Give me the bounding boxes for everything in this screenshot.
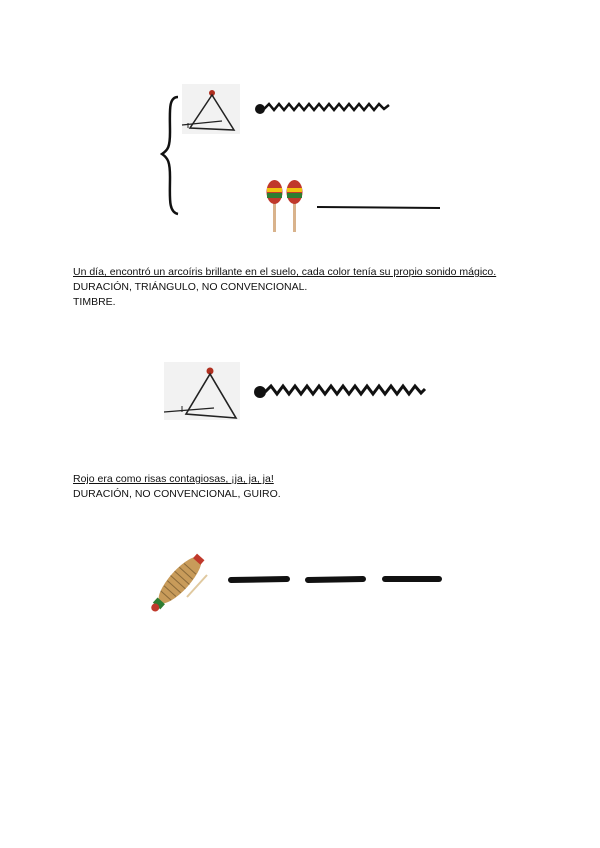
dash-1: [231, 579, 287, 580]
text-block-2: [73, 472, 533, 502]
figure-guiro: [145, 545, 445, 615]
figure-triangle-maracas: [160, 82, 450, 237]
guiro-icon: [145, 550, 208, 615]
maracas-icon: [267, 180, 303, 232]
curly-brace: [162, 97, 178, 214]
zigzag-sound-line: [254, 386, 425, 398]
label-1b: TIMBRE.: [73, 296, 116, 308]
dash-2: [308, 579, 363, 580]
label-2a: DURACIÓN, NO CONVENCIONAL, GUIRO.: [73, 488, 281, 500]
verse-1: Un día, encontró un arcoíris brillante en el suelo, cada color tenía su propio sonido mágico.: [73, 266, 497, 278]
duration-line: [317, 207, 440, 208]
label-1a: DURACIÓN, TRIÁNGULO, NO CONVENCIONAL.: [73, 281, 308, 293]
text-block-1: [73, 265, 533, 310]
triangle-instrument-icon: [182, 84, 240, 134]
zigzag-sound-line: [255, 104, 389, 114]
figure-triangle: [162, 362, 432, 422]
duration-dashes: [231, 579, 439, 580]
verse-2: Rojo era como risas contagiosas, ¡ja, ja, ja!: [73, 473, 274, 485]
triangle-instrument-icon: [164, 362, 240, 420]
